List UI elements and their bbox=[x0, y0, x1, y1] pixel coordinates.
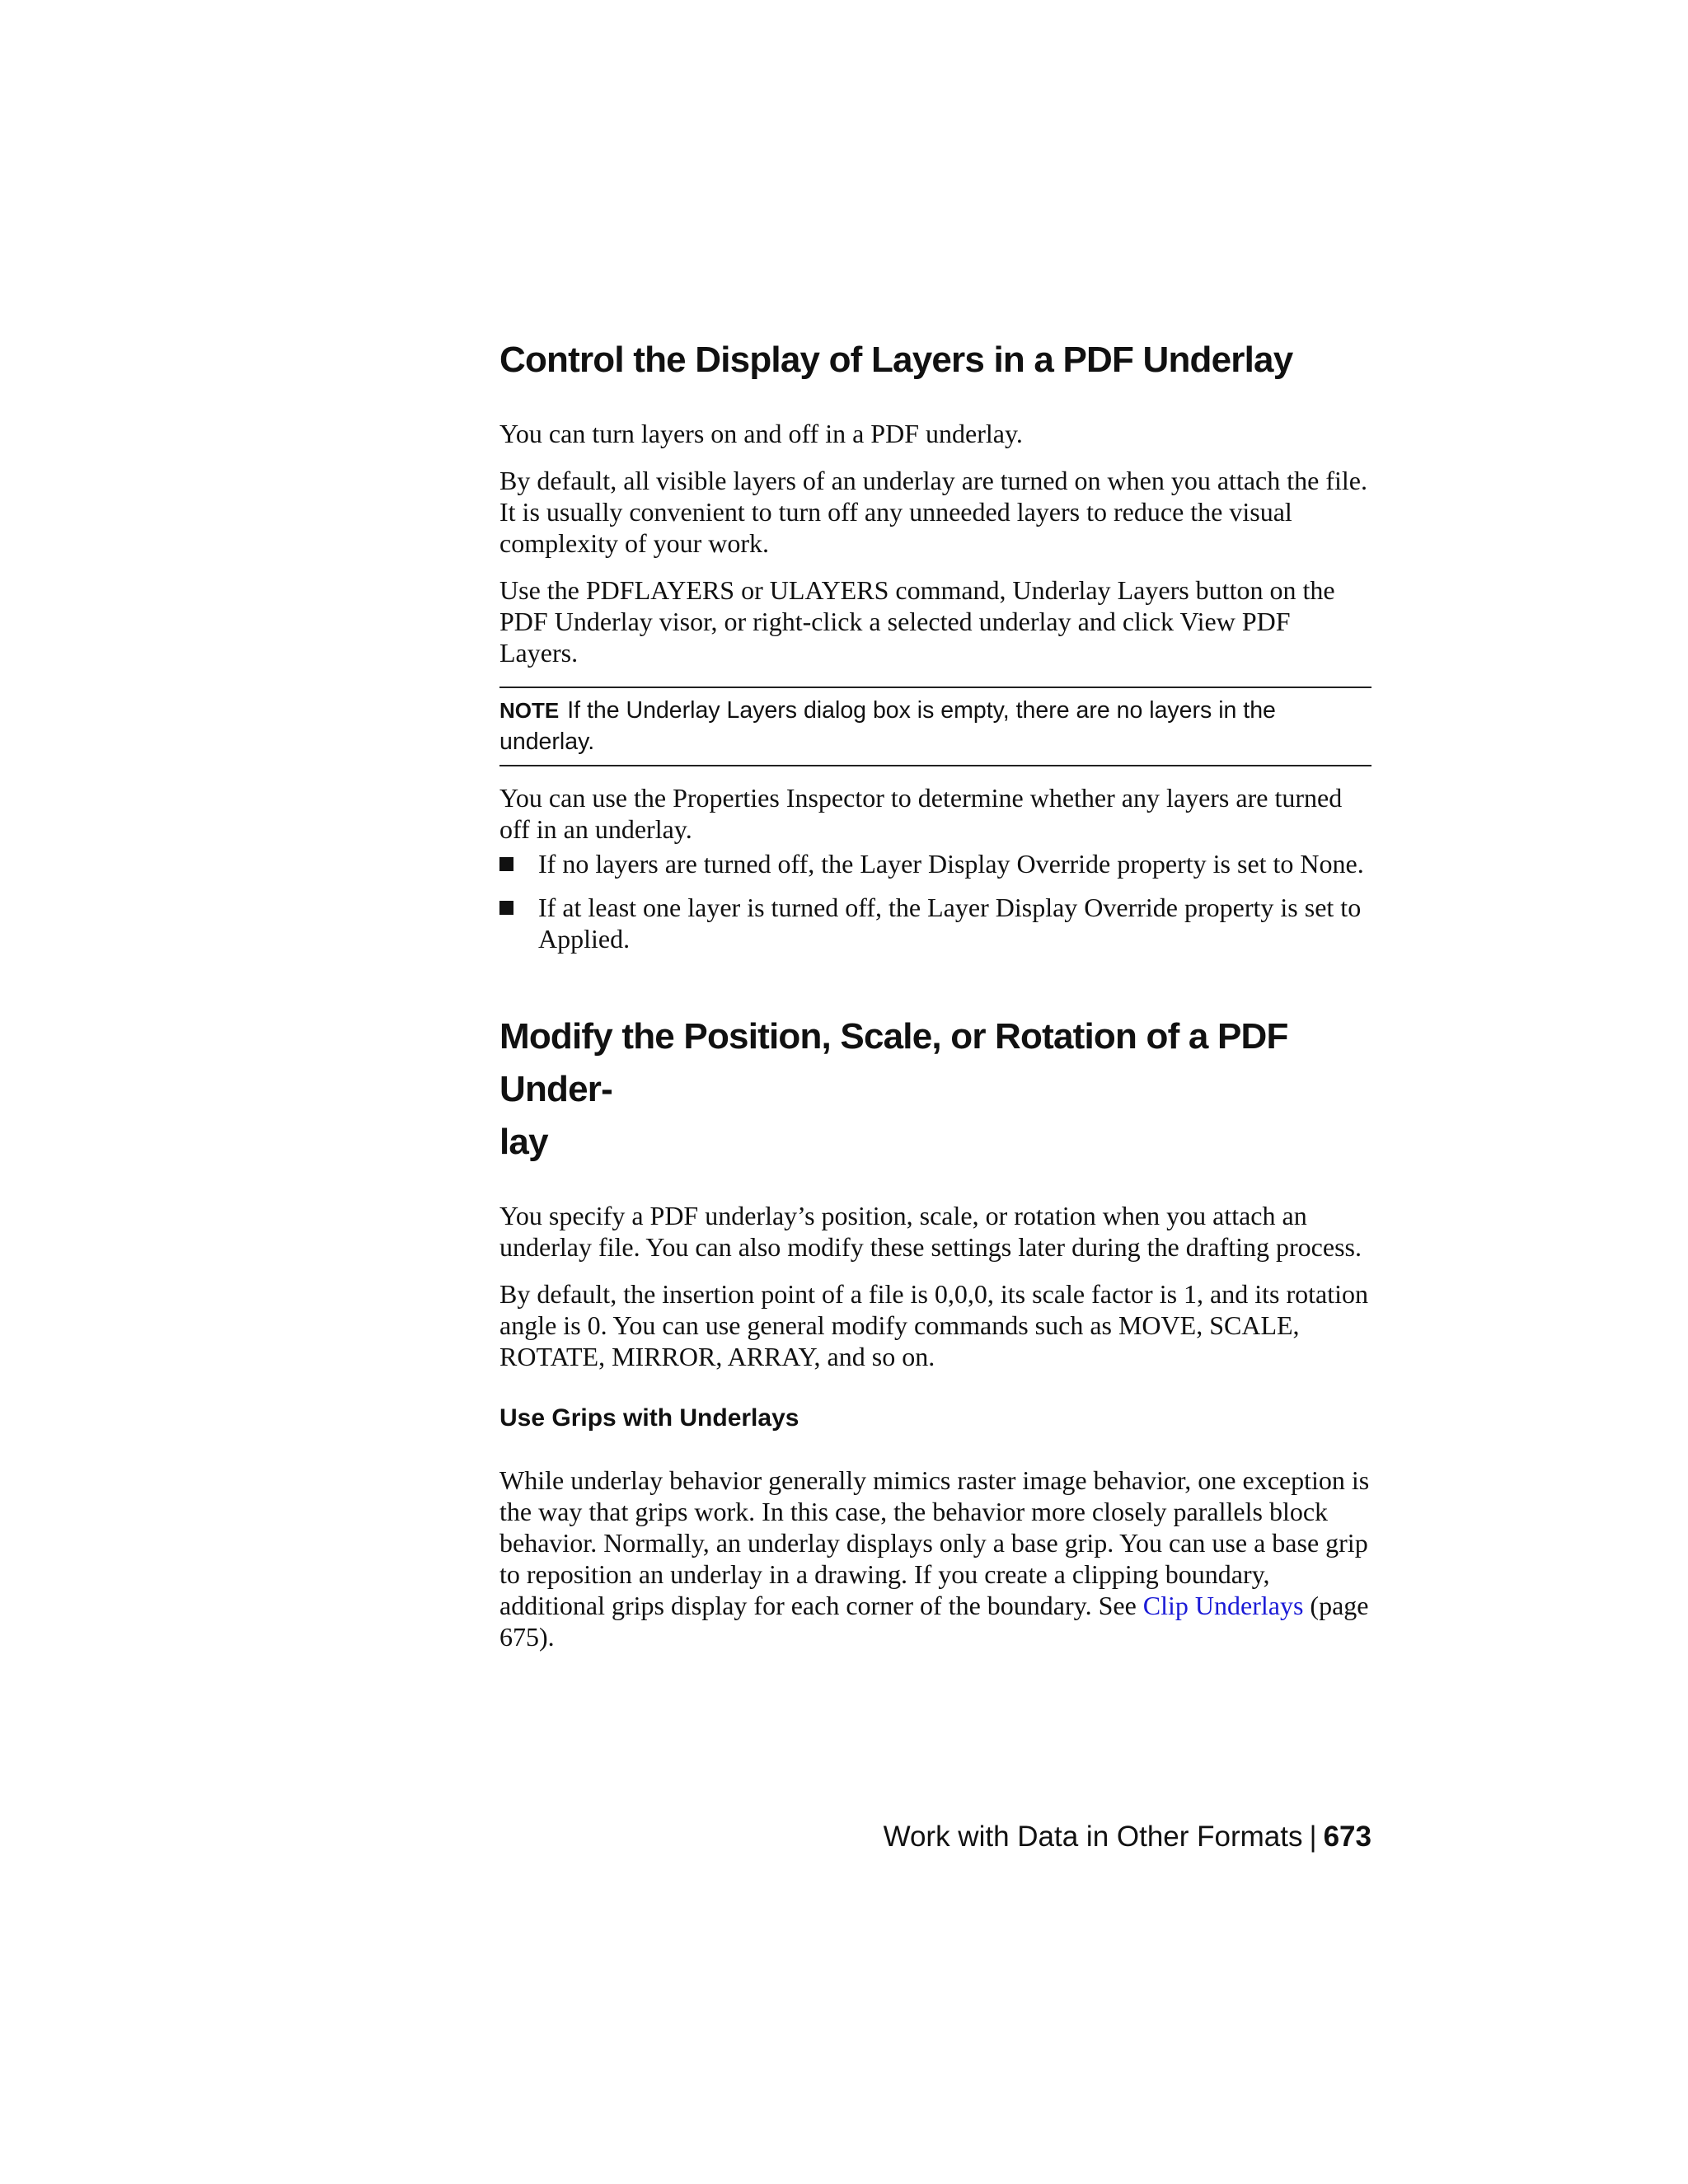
subsection-heading-grips: Use Grips with Underlays bbox=[499, 1404, 799, 1432]
clip-underlays-link[interactable]: Clip Underlays bbox=[1142, 1591, 1304, 1620]
heading-line-1: Modify the Position, Scale, or Rotation of a PDF Under- bbox=[499, 1016, 1288, 1109]
section-heading-position-scale bbox=[499, 1010, 1372, 1169]
page-footer bbox=[884, 1818, 1372, 1856]
note-label: NOTE bbox=[499, 698, 560, 723]
page-number: 673 bbox=[1323, 1821, 1372, 1853]
grips-text: While underlay behavior generally mimics raster image behavior, one exception is the way that grips work. In this case, the behavior more closely parallels block behavior. Normally, an underlay displays only a base grip. You can use a base grip to reposition an underlay in a drawing. If you create a clipping boundary, additional grips display for each corner of the boundary. See bbox=[499, 1465, 1370, 1620]
bullet-item bbox=[499, 892, 1372, 954]
note-box bbox=[499, 687, 1372, 766]
note-text: If the Underlay Layers dialog box is empty, there are no layers in the underlay. bbox=[499, 697, 1276, 755]
grips-text-tail: (page 675). bbox=[499, 1591, 1369, 1652]
bullet-text: If no layers are turned off, the Layer Display Override property is set to None. bbox=[538, 849, 1364, 879]
section-heading-layers: Control the Display of Layers in a PDF Underlay bbox=[499, 340, 1293, 380]
bullet-item bbox=[499, 848, 1372, 879]
paragraph-position-intro: You specify a PDF underlay’s position, scale, or rotation when you attach an underlay file. You can also modify these settings later during the drafting process. bbox=[499, 1201, 1362, 1262]
bullet-list bbox=[499, 848, 1372, 954]
footer-separator: | bbox=[1309, 1821, 1317, 1853]
footer-chapter-title: Work with Data in Other Formats bbox=[883, 1821, 1303, 1853]
bullet-text: If at least one layer is turned off, the Layer Display Override property is set to Applied. bbox=[538, 893, 1362, 954]
paragraph-layers-default: By default, all visible layers of an underlay are turned on when you attach the file. It is usually convenient to turn off any unneeded layers to reduce the visual complexity of your work. bbox=[499, 466, 1367, 558]
heading-line-2: lay bbox=[499, 1122, 548, 1162]
page-content bbox=[499, 334, 1372, 1652]
paragraph-position-default: By default, the insertion point of a file is 0,0,0, its scale factor is 1, and its rotation angle is 0. You can use general modify commands such as MOVE, SCALE, ROTATE, MIRROR, ARRAY, and so on. bbox=[499, 1279, 1368, 1371]
paragraph-properties-inspector: You can use the Properties Inspector to determine whether any layers are turned off in an underlay. bbox=[499, 783, 1343, 844]
square-bullet-icon bbox=[499, 857, 513, 871]
paragraph-grips bbox=[499, 1465, 1372, 1652]
paragraph-layers-intro: You can turn layers on and off in a PDF underlay. bbox=[499, 419, 1023, 448]
paragraph-layers-command: Use the PDFLAYERS or ULAYERS command, Underlay Layers button on the PDF Underlay visor, or right-click a selected underlay and click View PDF Layers. bbox=[499, 575, 1335, 668]
square-bullet-icon bbox=[499, 901, 513, 915]
